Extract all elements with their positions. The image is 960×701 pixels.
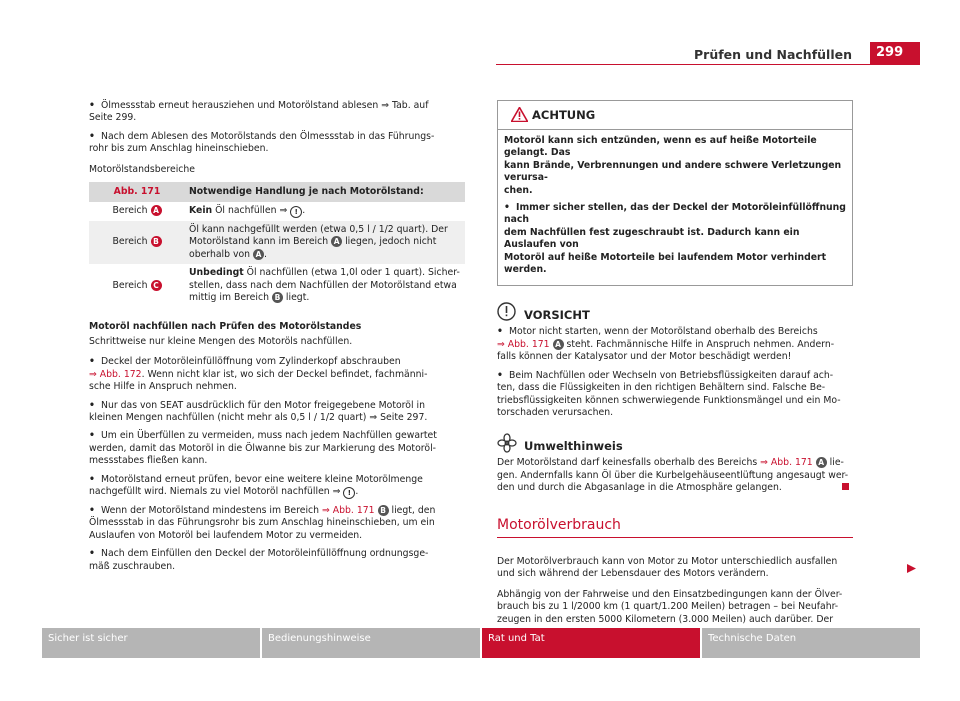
- table-row: Bereich B Öl kann nachgefüllt werden (etwa 0,5 l / 1/2 quart). Der Motorölstand kann im Bereich A liegen, jedoch nicht oberhalb von A .: [89, 221, 465, 264]
- table-header-figure: Abb. 171: [89, 182, 185, 202]
- bullet-item: • Um ein Überfüllen zu vermeiden, muss nach jedem Nachfüllen gewartet werden, damit das Motoröl in die Ölwanne bis zur Markierung des Motoröl- messstabes fließen kann.: [89, 430, 437, 467]
- section-heading: Motorölverbrauch: [497, 519, 853, 538]
- table-row: Bereich A Kein Öl nachfüllen ⇒ ! .: [112, 205, 306, 217]
- footer-tab-sicher[interactable]: Sicher ist sicher: [42, 628, 260, 658]
- caution-bullet: • Beim Nachfüllen oder Wechseln von Betriebsflüssigkeiten darauf ach- ten, dass die Flüssigkeiten in den richtigen Behältern sind. Falsche Be- triebsflüssigkeiten können schwerwiegende Funktionsmängel und ein Mo- torschaden verursachen.: [497, 369, 841, 418]
- figure-link[interactable]: ⇒ Abb. 171: [760, 457, 813, 469]
- page-header-title: Prüfen und Nachfüllen: [694, 47, 852, 62]
- table-row: Bereich C Unbedingt Öl nachfüllen (etwa 1,0l oder 1 quart). Sicher- stellen, dass nach dem Nachfüllen der Motorölstand etwa mittig im Bereich B liegt.: [112, 267, 460, 304]
- warning-triangle-icon: [511, 107, 528, 126]
- footer-tab-bedienung[interactable]: Bedienungshinweise: [262, 628, 480, 658]
- caution-bullet: • Motor nicht starten, wenn der Motorölstand oberhalb des Bereichs ⇒ Abb. 171 A steht. Fachmännische Hilfe in Anspruch nehmen. Andern- falls können der Katalysator und der Motor beschädigt werden!: [497, 326, 835, 363]
- flower-icon: [497, 433, 517, 457]
- section-title: Motoröl nachfüllen nach Prüfen des Motorölstandes: [89, 321, 362, 333]
- warning-text: Motoröl kann sich entzünden, wenn es auf heiße Motorteile gelangt. Das kann Brände, Verbrennungen und andere schwere Verletzungen verursa- chen.: [504, 135, 842, 196]
- section-intro: Schrittweise nur kleine Mengen des Motoröls nachfüllen.: [89, 335, 353, 347]
- bullet-item: • Wenn der Motorölstand mindestens im Bereich ⇒ Abb. 171 B liegt, den Ölmessstab in das Führungsrohr bis zum Anschlag hineinschieben, um ein Auslaufen von Motoröl bei laufendem Motor zu vermeiden.: [89, 504, 436, 541]
- warning-label: ACHTUNG: [532, 108, 596, 122]
- caution-icon: [497, 302, 516, 325]
- warning-box: [497, 100, 853, 286]
- table-caption: Motorölstandsbereiche: [89, 163, 196, 175]
- warning-bullet: • Immer sicher stellen, das der Deckel der Motoröleinfüllöffnung nach dem Nachfüllen fest zugeschraubt ist. Dadurch kann ein Auslaufen von Motoröl auf heiße Motorteile bei laufendem Motor verhindert werden.: [504, 202, 846, 276]
- section-end-marker: [842, 483, 849, 490]
- bullet-item: • Motorölstand erneut prüfen, bevor eine weitere kleine Motorölmenge nachgefüllt wird. Niemals zu viel Motoröl nachfüllen ⇒ ! .: [89, 473, 423, 497]
- figure-link[interactable]: ⇒ Abb. 172: [89, 368, 142, 380]
- right-column: [497, 100, 853, 632]
- page-number: 299: [870, 42, 920, 64]
- oil-level-table: [89, 182, 465, 307]
- bullet-item: • Nach dem Einfüllen den Deckel der Motoröleinfüllöffnung ordnungsge- mäß zuschrauben.: [89, 548, 429, 572]
- bullet-item: • Nach dem Ablesen des Motorölstands den Ölmessstab in das Führungs- rohr bis zum Anschlag hineinschieben.: [89, 130, 435, 155]
- paragraph: Abhängig von der Fahrweise und den Einsatzbedingungen kann der Ölver- brauch bis zu 1 l/2000 km (1 quart/1.200 Meilen) betragen – bei Neufahr- zeugen in den ersten 5000 Kilometern (3.000 Meilen) auch darüber. Der: [497, 588, 843, 625]
- continue-arrow-icon: [907, 564, 916, 577]
- table-header-action: Notwendige Handlung je nach Motorölstand:: [185, 182, 465, 202]
- footer-nav: [42, 628, 920, 658]
- bullet-item: • Deckel der Motoröleinfüllöffnung vom Zylinderkopf abschrauben ⇒ Abb. 172. Wenn nicht klar ist, wo sich der Deckel befindet, fachmänni- sche Hilfe in Anspruch nehmen.: [89, 356, 428, 393]
- header-rule: [496, 64, 920, 65]
- caution-heading: VORSICHT: [497, 302, 853, 322]
- footer-tab-technische-daten[interactable]: Technische Daten: [702, 628, 920, 658]
- warning-ref-icon: !: [343, 487, 355, 499]
- environment-heading: Umwelthinweis: [497, 433, 853, 453]
- bullet-item: • Nur das von SEAT ausdrücklich für den Motor freigegebene Motoröl in kleinen Mengen nachfüllen (nicht mehr als 0,5 l / 1/2 quart) ⇒ Seite 297.: [89, 399, 428, 423]
- bullet-item: • Ölmessstab erneut herausziehen und Motorölstand ablesen ⇒ Tab. auf Seite 299.: [89, 100, 429, 124]
- warning-ref-icon: !: [290, 206, 302, 218]
- figure-link[interactable]: ⇒ Abb. 171: [497, 338, 550, 350]
- paragraph: Der Motorölverbrauch kann von Motor zu Motor unterschiedlich ausfallen und sich während der Lebensdauer des Motors verändern.: [497, 555, 838, 580]
- environment-text: Der Motorölstand darf keinesfalls oberhalb des Bereichs ⇒ Abb. 171 A lie- gen. Andernfalls kann Öl über die Kurbelgehäuseentlüftung angesaugt wer- den und durch die Abgasanlage in die Atmosphäre gelangen.: [497, 457, 849, 494]
- left-column: [89, 100, 465, 579]
- figure-link[interactable]: ⇒ Abb. 171: [322, 504, 375, 516]
- footer-tab-rat-und-tat[interactable]: Rat und Tat: [482, 628, 700, 658]
